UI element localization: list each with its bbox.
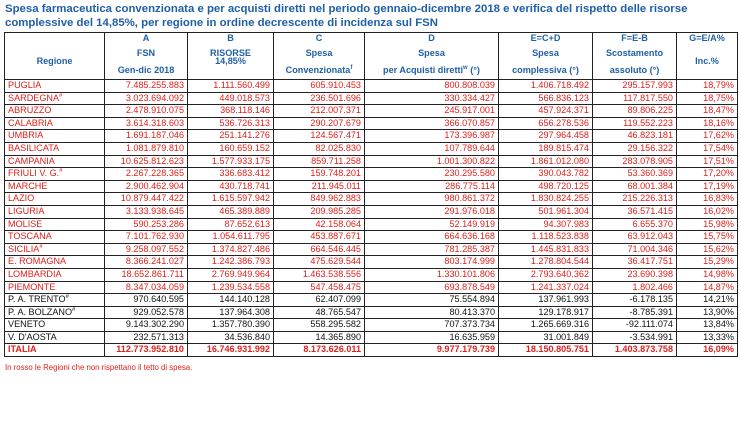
value-cell-b: 1.577.933.175	[188, 155, 274, 168]
value-cell-e: 1.830.824.255	[499, 193, 593, 206]
value-cell-b: 336.683.412	[188, 168, 274, 181]
value-cell-f: 89.806.225	[593, 105, 677, 118]
value-cell-d: 693.878.549	[365, 281, 499, 294]
header-assoluto: assoluto (°)	[593, 62, 677, 80]
table-row	[5, 256, 738, 269]
value-cell-g: 13,84%	[677, 319, 738, 332]
value-cell-b: 1.615.597.942	[188, 193, 274, 206]
header-letter-b: B	[188, 33, 274, 46]
value-cell-c: 236.501.696	[274, 92, 365, 105]
region-name: MOLISE	[8, 218, 43, 229]
value-cell-e: 94.307.983	[499, 218, 593, 231]
total-cell-d: 9.977.179.739	[365, 344, 499, 357]
region-name: LOMBARDIA	[8, 268, 62, 279]
value-cell-b: 2.769.949.964	[188, 268, 274, 281]
value-cell-b: 160.659.152	[188, 142, 274, 155]
header-spesa-d: Spesa	[365, 45, 499, 62]
value-cell-b: 137.964.308	[188, 306, 274, 319]
value-cell-f: -92.111.074	[593, 319, 677, 332]
value-cell-a: 9.258.097.552	[105, 243, 188, 256]
value-cell-g: 15,29%	[677, 256, 738, 269]
value-cell-a: 2.267.228.365	[105, 168, 188, 181]
value-cell-d: 980.861.372	[365, 193, 499, 206]
region-cell	[5, 306, 105, 319]
header-convenzionata: Convenzionata$^f$	[274, 62, 365, 80]
value-cell-c: 475.629.544	[274, 256, 365, 269]
value-cell-b: 251.141.276	[188, 130, 274, 143]
header-labels-row	[5, 45, 738, 62]
value-cell-c: 48.765.547	[274, 306, 365, 319]
value-cell-e: 129.178.917	[499, 306, 593, 319]
value-cell-d: 173.396.987	[365, 130, 499, 143]
region-name: ABRUZZO	[8, 105, 52, 116]
value-cell-e: 566.836.123	[499, 92, 593, 105]
value-cell-e: 2.793.640.362	[499, 268, 593, 281]
region-name: CALABRIA	[8, 117, 53, 128]
header-letter-d: D	[365, 33, 499, 46]
value-cell-g: 15,62%	[677, 243, 738, 256]
region-cell	[5, 319, 105, 332]
value-cell-d: 52.149.919	[365, 218, 499, 231]
value-cell-f: -3.534.991	[593, 331, 677, 344]
header-acq-diretti: per Acquisti diretti$^w$ (°)	[365, 62, 499, 80]
value-cell-g: 17,19%	[677, 180, 738, 193]
header-risorse: RISORSE	[188, 45, 274, 62]
value-cell-f: 36.417.751	[593, 256, 677, 269]
total-cell-e: 18.150.805.751	[499, 344, 593, 357]
value-cell-b: 1.374.827.486	[188, 243, 274, 256]
region-footnote-mark: #	[39, 243, 43, 250]
value-cell-g: 17,20%	[677, 168, 738, 181]
value-cell-d: 245.917.001	[365, 105, 499, 118]
region-footnote-mark: #	[65, 294, 69, 301]
region-name: PIEMONTE	[8, 281, 56, 292]
value-cell-a: 232.571.313	[105, 331, 188, 344]
header-fsn: FSN	[105, 45, 188, 62]
value-cell-e: 1.241.337.024	[499, 281, 593, 294]
total-cell-f: 1.403.873.758	[593, 344, 677, 357]
table-row	[5, 130, 738, 143]
table-row	[5, 294, 738, 307]
value-cell-g: 15,98%	[677, 218, 738, 231]
value-cell-e: 1.265.669.316	[499, 319, 593, 332]
value-cell-b: 34.536.840	[188, 331, 274, 344]
value-cell-f: 1.802.466	[593, 281, 677, 294]
value-cell-b: 144.140.128	[188, 294, 274, 307]
value-cell-f: -8.785.391	[593, 306, 677, 319]
region-cell	[5, 218, 105, 231]
total-cell-b: 16.746.931.992	[188, 344, 274, 357]
table-row	[5, 168, 738, 181]
region-name: BASILICATA	[8, 142, 60, 153]
value-cell-b: 87.652.613	[188, 218, 274, 231]
region-name: P. A. BOLZANO	[8, 306, 73, 317]
region-cell	[5, 105, 105, 118]
value-cell-a: 3.133.938.645	[105, 205, 188, 218]
value-cell-e: 1.406.718.492	[499, 80, 593, 93]
value-cell-c: 558.295.582	[274, 319, 365, 332]
header-letters-row	[5, 33, 738, 46]
value-cell-e: 1.445.831.833	[499, 243, 593, 256]
value-cell-f: 29.156.322	[593, 142, 677, 155]
value-cell-a: 7.485.255.883	[105, 80, 188, 93]
value-cell-d: 16.635.959	[365, 331, 499, 344]
table-row	[5, 218, 738, 231]
region-name: FRIULI V. G.	[8, 168, 60, 179]
value-cell-e: 498.720.125	[499, 180, 593, 193]
region-cell	[5, 256, 105, 269]
header-spesa-c: Spesa	[274, 45, 365, 62]
value-cell-b: 465.389.889	[188, 205, 274, 218]
value-cell-b: 1.242.386.793	[188, 256, 274, 269]
value-cell-d: 1.330.101.806	[365, 268, 499, 281]
region-cell	[5, 243, 105, 256]
value-cell-e: 1.861.012.080	[499, 155, 593, 168]
region-footnote-mark: #	[59, 92, 63, 99]
table-row	[5, 105, 738, 118]
table-row	[5, 306, 738, 319]
table-body	[5, 80, 738, 357]
region-name: E. ROMAGNA	[8, 256, 67, 267]
value-cell-b: 368.118.146	[188, 105, 274, 118]
value-cell-b: 536.726.313	[188, 117, 274, 130]
value-cell-b: 449.018.573	[188, 92, 274, 105]
region-cell	[5, 281, 105, 294]
value-cell-e: 137.961.993	[499, 294, 593, 307]
region-name: SARDEGNA	[8, 92, 60, 103]
header-spesa-e: Spesa	[499, 45, 593, 62]
value-cell-e: 656.278.536	[499, 117, 593, 130]
value-cell-c: 209.985.285	[274, 205, 365, 218]
header-complessiva: complessiva (°)	[499, 62, 593, 80]
region-cell	[5, 92, 105, 105]
table-row	[5, 92, 738, 105]
value-cell-f: -6.178.135	[593, 294, 677, 307]
value-cell-f: 283.078.905	[593, 155, 677, 168]
region-cell	[5, 231, 105, 244]
total-label: ITALIA	[5, 344, 105, 357]
value-cell-e: 1.278.804.544	[499, 256, 593, 269]
region-cell	[5, 294, 105, 307]
report-title-line1: Spesa farmaceutica convenzionata e per acquisti diretti nel periodo gennaio-dicembre 2018 e verifica del rispetto delle risorse	[5, 3, 688, 15]
region-cell	[5, 155, 105, 168]
region-cell	[5, 331, 105, 344]
footnote: In rosso le Regioni che non rispettano il tetto di spesa.	[5, 363, 193, 373]
region-name: V. D'AOSTA	[8, 331, 57, 342]
value-cell-e: 189.815.474	[499, 142, 593, 155]
value-cell-a: 2.478.910.075	[105, 105, 188, 118]
table-row	[5, 268, 738, 281]
value-cell-g: 16,02%	[677, 205, 738, 218]
value-cell-c: 211.945.011	[274, 180, 365, 193]
header-letter-f: F=E-B	[593, 33, 677, 46]
value-cell-a: 9.143.302.290	[105, 319, 188, 332]
value-cell-g: 17,54%	[677, 142, 738, 155]
value-cell-a: 8.366.241.027	[105, 256, 188, 269]
value-cell-f: 68.001.384	[593, 180, 677, 193]
value-cell-f: 117.817.550	[593, 92, 677, 105]
value-cell-f: 119.552.223	[593, 117, 677, 130]
region-name: MARCHE	[8, 180, 48, 191]
value-cell-f: 215.226.313	[593, 193, 677, 206]
value-cell-d: 800.808.039	[365, 80, 499, 93]
region-name: UMBRIA	[8, 130, 44, 141]
region-cell	[5, 268, 105, 281]
value-cell-d: 80.413.370	[365, 306, 499, 319]
value-cell-b: 430.718.741	[188, 180, 274, 193]
region-name: TOSCANA	[8, 231, 52, 242]
value-cell-f: 46.823.181	[593, 130, 677, 143]
value-cell-a: 3.614.318.603	[105, 117, 188, 130]
table-row	[5, 117, 738, 130]
region-cell	[5, 142, 105, 155]
region-name: LAZIO	[8, 193, 35, 204]
value-cell-g: 18,79%	[677, 80, 738, 93]
region-name: PUGLIA	[8, 80, 42, 90]
value-cell-g: 14,98%	[677, 268, 738, 281]
header-inc: Inc.%	[677, 62, 738, 80]
value-cell-a: 1.081.879.810	[105, 142, 188, 155]
value-cell-a: 590.253.286	[105, 218, 188, 231]
value-cell-f: 63.912.043	[593, 231, 677, 244]
value-cell-c: 82.025.830	[274, 142, 365, 155]
value-cell-d: 1.001.300.822	[365, 155, 499, 168]
value-cell-g: 15,75%	[677, 231, 738, 244]
table-row	[5, 155, 738, 168]
value-cell-d: 75.554.894	[365, 294, 499, 307]
value-cell-b: 1.111.560.499	[188, 80, 274, 93]
value-cell-g: 13,90%	[677, 306, 738, 319]
total-cell-g: 16,09%	[677, 344, 738, 357]
value-cell-e: 31.001.849	[499, 331, 593, 344]
table-row	[5, 243, 738, 256]
region-name: CAMPANIA	[8, 155, 55, 166]
value-cell-g: 17,62%	[677, 130, 738, 143]
value-cell-a: 3.023.694.092	[105, 92, 188, 105]
report-title-line2: complessive del 14,85%, per regione in ordine decrescente di incidenza sul FSN	[5, 17, 438, 29]
value-cell-g: 17,51%	[677, 155, 738, 168]
value-cell-e: 390.043.782	[499, 168, 593, 181]
total-row	[5, 344, 738, 357]
value-cell-d: 107.789.644	[365, 142, 499, 155]
value-cell-c: 453.887.671	[274, 231, 365, 244]
value-cell-a: 10.625.812.623	[105, 155, 188, 168]
value-cell-g: 13,33%	[677, 331, 738, 344]
value-cell-a: 2.900.462.904	[105, 180, 188, 193]
value-cell-d: 664.636.168	[365, 231, 499, 244]
value-cell-d: 291.976.018	[365, 205, 499, 218]
value-cell-c: 1.463.538.556	[274, 268, 365, 281]
value-cell-a: 929.052.578	[105, 306, 188, 319]
value-cell-c: 159.748.201	[274, 168, 365, 181]
value-cell-g: 18,47%	[677, 105, 738, 118]
region-footnote-mark: #	[72, 306, 76, 313]
region-cell	[5, 130, 105, 143]
table-row	[5, 80, 738, 93]
region-footnote-mark: #	[59, 168, 63, 175]
value-cell-c: 605.910.453	[274, 80, 365, 93]
value-cell-f: 6.655.370	[593, 218, 677, 231]
value-cell-d: 707.373.734	[365, 319, 499, 332]
value-cell-a: 18.652.861.711	[105, 268, 188, 281]
header-scostamento: Scostamento	[593, 45, 677, 62]
value-cell-a: 8.347.034.059	[105, 281, 188, 294]
value-cell-c: 859.711.258	[274, 155, 365, 168]
header-letter-e: E=C+D	[499, 33, 593, 46]
value-cell-b: 1.239.534.558	[188, 281, 274, 294]
value-cell-c: 290.207.679	[274, 117, 365, 130]
value-cell-e: 297.964.458	[499, 130, 593, 143]
header-regione-top	[5, 33, 105, 46]
header-letter-g: G=E/A%	[677, 33, 738, 46]
region-cell	[5, 193, 105, 206]
table-row	[5, 205, 738, 218]
table-row	[5, 231, 738, 244]
value-cell-a: 7.101.762.930	[105, 231, 188, 244]
table-row	[5, 142, 738, 155]
value-cell-c: 212.007.371	[274, 105, 365, 118]
value-cell-b: 1.054.611.795	[188, 231, 274, 244]
table-row	[5, 281, 738, 294]
value-cell-f: 36.571.415	[593, 205, 677, 218]
value-cell-a: 10.879.447.422	[105, 193, 188, 206]
value-cell-e: 501.961.304	[499, 205, 593, 218]
value-cell-g: 18,75%	[677, 92, 738, 105]
value-cell-d: 366.070.857	[365, 117, 499, 130]
value-cell-g: 14,21%	[677, 294, 738, 307]
region-name: P. A. TRENTO	[8, 294, 66, 305]
table-row	[5, 319, 738, 332]
value-cell-d: 781.285.387	[365, 243, 499, 256]
value-cell-c: 124.567.471	[274, 130, 365, 143]
value-cell-d: 330.334.427	[365, 92, 499, 105]
region-name: VENETO	[8, 319, 46, 330]
value-cell-c: 62.407.099	[274, 294, 365, 307]
value-cell-f: 53.360.369	[593, 168, 677, 181]
value-cell-f: 71.004.346	[593, 243, 677, 256]
value-cell-d: 286.775.114	[365, 180, 499, 193]
value-cell-b: 1.357.780.390	[188, 319, 274, 332]
value-cell-e: 457.924.371	[499, 105, 593, 118]
region-name: LIGURIA	[8, 205, 45, 216]
value-cell-a: 970.640.595	[105, 294, 188, 307]
header-regione: Regione	[5, 62, 105, 80]
value-cell-c: 547.458.475	[274, 281, 365, 294]
header-sub-row	[5, 62, 738, 80]
table-row	[5, 331, 738, 344]
region-cell	[5, 80, 105, 93]
total-cell-a: 112.773.952.810	[105, 344, 188, 357]
value-cell-g: 16,83%	[677, 193, 738, 206]
region-cell	[5, 205, 105, 218]
value-cell-f: 295.157.993	[593, 80, 677, 93]
header-risorse-sub: 14,85%	[188, 62, 274, 80]
region-cell	[5, 117, 105, 130]
value-cell-g: 14,87%	[677, 281, 738, 294]
value-cell-d: 803.174.999	[365, 256, 499, 269]
region-cell	[5, 180, 105, 193]
value-cell-a: 1.691.187.046	[105, 130, 188, 143]
header-letter-c: C	[274, 33, 365, 46]
table-row	[5, 180, 738, 193]
value-cell-c: 14.365.890	[274, 331, 365, 344]
value-cell-f: 23.690.398	[593, 268, 677, 281]
value-cell-g: 18,16%	[677, 117, 738, 130]
region-cell	[5, 168, 105, 181]
header-fsn-sub: Gen-dic 2018	[105, 62, 188, 80]
total-cell-c: 8.173.626.011	[274, 344, 365, 357]
value-cell-e: 1.118.523.838	[499, 231, 593, 244]
table-row	[5, 193, 738, 206]
value-cell-c: 664.546.445	[274, 243, 365, 256]
header-letter-a: A	[105, 33, 188, 46]
value-cell-c: 849.962.883	[274, 193, 365, 206]
report-title	[5, 2, 741, 30]
region-name: SICILIA	[8, 243, 40, 254]
value-cell-d: 230.295.580	[365, 168, 499, 181]
pharma-spending-table	[4, 32, 738, 357]
value-cell-c: 42.158.064	[274, 218, 365, 231]
